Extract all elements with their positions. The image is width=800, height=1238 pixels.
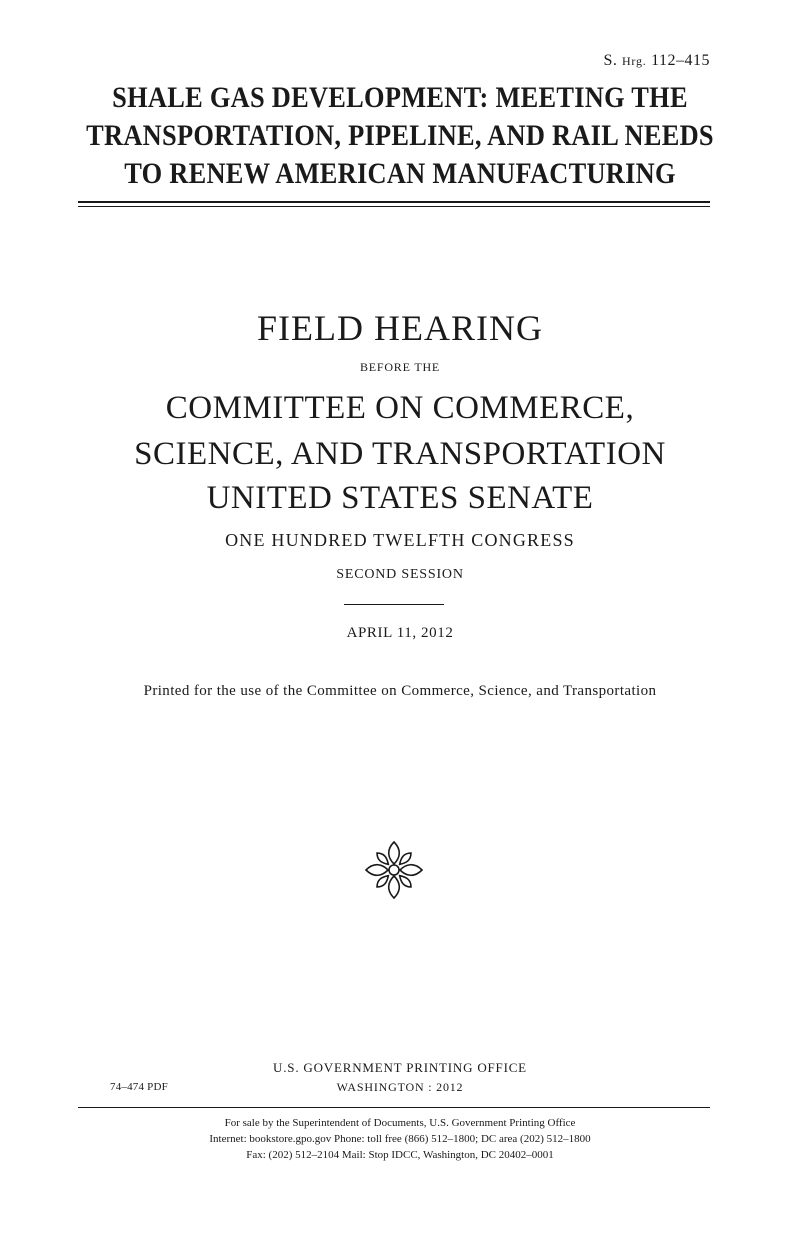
hearing-number [604, 52, 710, 70]
committee-line-3: UNITED STATES SENATE [206, 480, 594, 516]
hearing-number-value: 112–415 [646, 52, 710, 69]
hearing-date: APRIL 11, 2012 [346, 625, 454, 641]
title-rule-bottom [78, 206, 710, 207]
sale-line-2: Internet: bookstore.gpo.gov Phone: toll free (866) 512–1800; DC area (202) 512–1800 [209, 1133, 591, 1145]
congress: ONE HUNDRED TWELFTH CONGRESS [225, 530, 575, 550]
title-line-1: SHALE GAS DEVELOPMENT: MEETING THE [112, 81, 688, 114]
hearing-type: FIELD HEARING [257, 308, 543, 348]
session: SECOND SESSION [336, 567, 464, 582]
committee-line-1: COMMITTEE ON COMMERCE, [165, 390, 635, 426]
hearing-number-prefix: S. [603, 52, 622, 69]
title-rule-top [78, 201, 710, 203]
title-line-2: TRANSPORTATION, PIPELINE, AND RAIL NEEDS [86, 119, 714, 152]
hearing-number-label: Hrg. [621, 54, 647, 68]
title-line-3: TO RENEW AMERICAN MANUFACTURING [124, 157, 676, 190]
printed-for: Printed for the use of the Committee on Commerce, Science, and Transportation [143, 683, 657, 699]
committee-line-2: SCIENCE, AND TRANSPORTATION [134, 436, 666, 472]
sale-line-3: Fax: (202) 512–2104 Mail: Stop IDCC, Washington, DC 20402–0001 [246, 1149, 554, 1161]
sale-line-1: For sale by the Superintendent of Documents, U.S. Government Printing Office [224, 1117, 576, 1129]
date-divider [344, 604, 444, 605]
printing-office: U.S. GOVERNMENT PRINTING OFFICE [273, 1060, 527, 1075]
document-id: 74–474 PDF [110, 1081, 168, 1093]
gpo-ornament-icon [362, 838, 426, 902]
city-year: WASHINGTON : 2012 [336, 1080, 464, 1094]
before-the: BEFORE THE [359, 360, 441, 374]
footer-rule [78, 1107, 710, 1108]
